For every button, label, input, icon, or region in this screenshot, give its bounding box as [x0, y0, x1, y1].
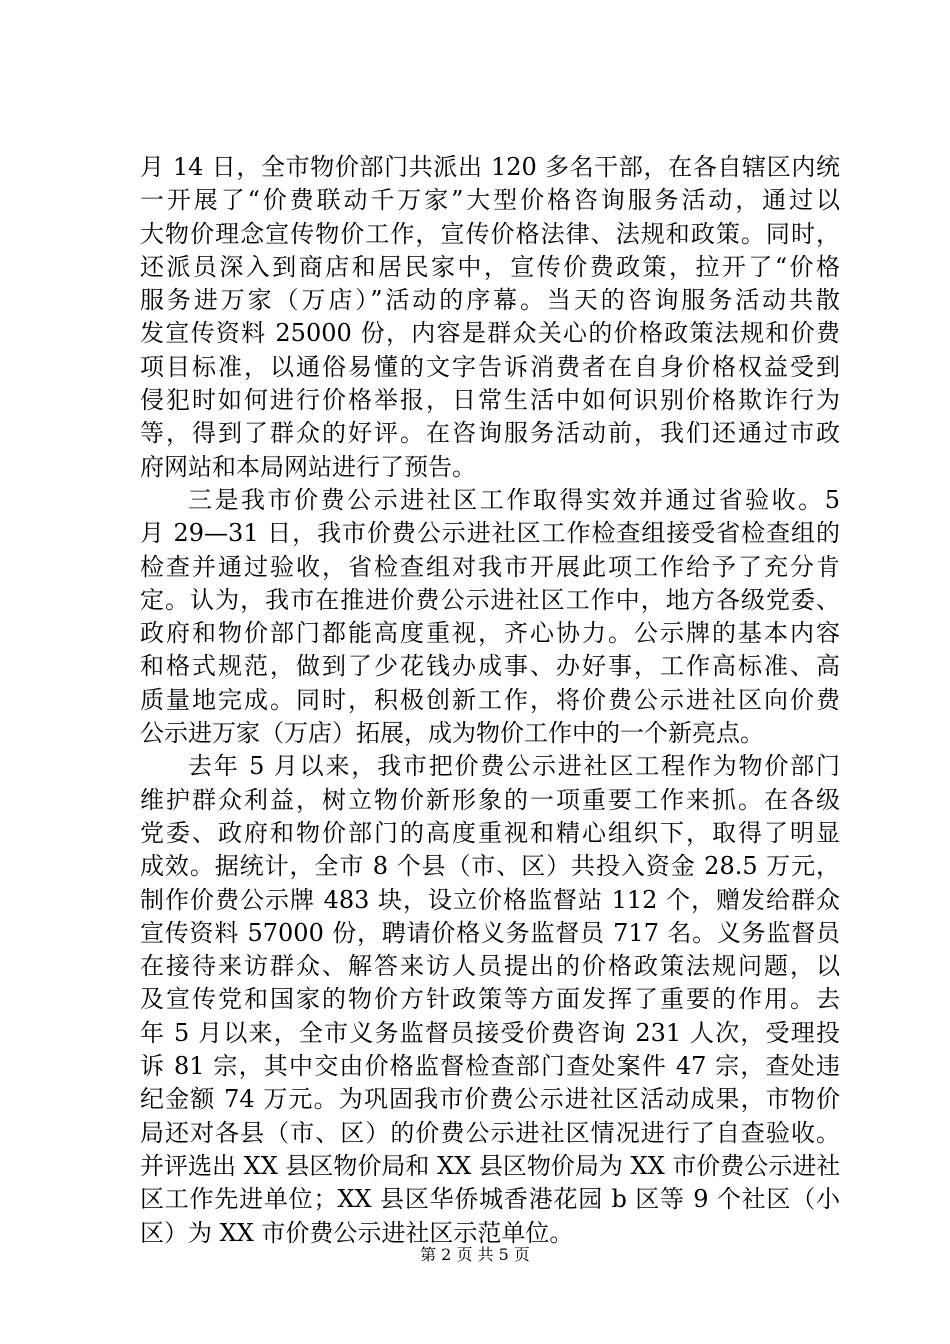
text-line: 诉 81 宗，其中交由价格监督检查部门查处案件 47 宗，查处违 — [140, 1052, 840, 1081]
document-body — [140, 151, 840, 1250]
text-line: 纪金额 74 万元。为巩固我市价费公示进社区活动成果，市物价 — [140, 1085, 840, 1114]
text-line: 并评选出 XX 县区物价局和 XX 县区物价局为 XX 市价费公示进社 — [140, 1151, 840, 1180]
text-line: 服务进万家（万店）”活动的序幕。当天的咨询服务活动共散 — [140, 286, 840, 315]
text-line: 维护群众利益，树立物价新形象的一项重要工作来抓。在各级 — [140, 785, 840, 814]
paragraph-2 — [140, 484, 840, 750]
text-line: 三是我市价费公示进社区工作取得实效并通过省验收。5 — [188, 485, 840, 514]
text-line: 公示进万家（万店）拓展，成为物价工作中的一个新亮点。 — [140, 719, 764, 748]
text-line: 月 29—31 日，我市价费公示进社区工作检查组接受省检查组的 — [140, 519, 840, 548]
text-line: 政府和物价部门都能高度重视，齐心协力。公示牌的基本内容 — [140, 619, 840, 648]
paragraph-1 — [140, 151, 840, 484]
text-line: 区）为 XX 市价费公示进社区示范单位。 — [140, 1218, 574, 1247]
text-line: 定。认为，我市在推进价费公示进社区工作中，地方各级党委、 — [140, 585, 840, 614]
text-line: 党委、政府和物价部门的高度重视和精心组织下，取得了明显 — [140, 818, 840, 847]
text-line: 发宣传资料 25000 份，内容是群众关心的价格政策法规和价费 — [140, 319, 840, 348]
text-line: 一开展了“价费联动千万家”大型价格咨询服务活动，通过以 — [140, 186, 840, 215]
page-number-footer: 第 2 页 共 5 页 — [420, 1245, 530, 1264]
text-line: 去年 5 月以来，我市把价费公示进社区工程作为物价部门 — [188, 752, 840, 781]
text-line: 成效。据统计，全市 8 个县（市、区）共投入资金 28.5 万元， — [140, 852, 840, 881]
text-line: 年 5 月以来，全市义务监督员接受价费咨询 231 人次，受理投 — [140, 1018, 840, 1047]
text-line: 质量地完成。同时，积极创新工作，将价费公示进社区向价费 — [140, 685, 840, 714]
text-line: 月 14 日，全市物价部门共派出 120 多名干部，在各自辖区内统 — [140, 153, 840, 181]
text-line: 宣传资料 57000 份，聘请价格义务监督员 717 名。义务监督员 — [140, 918, 840, 947]
text-line: 及宣传党和国家的物价方针政策等方面发挥了重要的作用。去 — [140, 985, 840, 1014]
text-line: 等，得到了群众的好评。在咨询服务活动前，我们还通过市政 — [140, 419, 840, 448]
text-line: 制作价费公示牌 483 块，设立价格监督站 112 个，赠发给群众 — [140, 885, 840, 914]
text-line: 府网站和本局网站进行了预告。 — [140, 452, 476, 481]
text-line: 项目标准，以通俗易懂的文字告诉消费者在自身价格权益受到 — [140, 352, 840, 381]
text-line: 局还对各县（市、区）的价费公示进社区情况进行了自查验收。 — [140, 1118, 840, 1147]
text-line: 检查并通过验收，省检查组对我市开展此项工作给予了充分肯 — [140, 552, 840, 581]
text-line: 和格式规范，做到了少花钱办成事、办好事，工作高标准、高 — [140, 652, 840, 681]
text-line: 还派员深入到商店和居民家中，宣传价费政策，拉开了“价格 — [140, 252, 840, 281]
text-line: 侵犯时如何进行价格举报，日常生活中如何识别价格欺诈行为 — [140, 386, 840, 415]
text-line: 在接待来访群众、解答来访人员提出的价格政策法规问题，以 — [140, 952, 840, 981]
text-line: 区工作先进单位；XX 县区华侨城香港花园 b 区等 9 个社区（小 — [140, 1185, 840, 1214]
paragraph-3 — [140, 750, 840, 1249]
text-line: 大物价理念宣传物价工作，宣传价格法律、法规和政策。同时， — [140, 219, 840, 248]
